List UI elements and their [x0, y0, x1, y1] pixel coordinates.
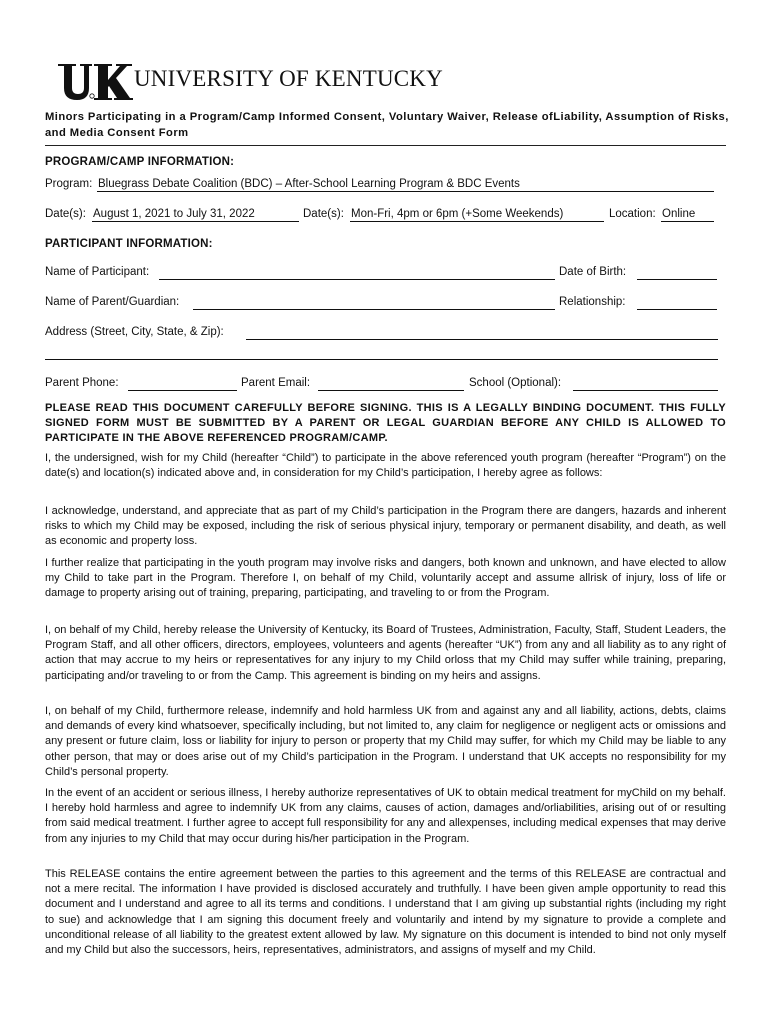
dob-label: Date of Birth: [559, 266, 627, 278]
parent-email-label: Parent Email: [241, 377, 311, 389]
dates-row [45, 208, 721, 224]
participant-name-row [45, 266, 721, 282]
agreement-paragraph-6: In the event of an accident or serious illness, I hereby authorize representatives of UK to obtain medical treatment for myChild on my behalf. I hereby hold harmless and agree to indemnify UK from any claims, causes of action, damages and/orliabilities, arising out of or resulting from said medical treatment. I further agree to accept full responsibility for any and allexpenses, including medical expenses that may derive from any injuries to my Child that may occur during his/her participation in the Program. [45, 787, 726, 845]
times-label: Date(s): [303, 208, 344, 220]
dates-field-line [92, 221, 299, 222]
form-title: Minors Participating in a Program/Camp Informed Consent, Voluntary Waiver, Release ofLiability, Assumption of Risks, and Media Consent Form [45, 111, 729, 139]
participant-name-field[interactable] [159, 279, 555, 280]
uk-logo-mark-icon [56, 58, 134, 102]
legal-notice: PLEASE READ THIS DOCUMENT CAREFULLY BEFORE SIGNING. THIS IS A LEGALLY BINDING DOCUMENT. THIS FULLY SIGNED FORM MUST BE SUBMITTED BY A PARENT OR LEGAL GUARDIAN BEFORE ANY CHILD IS ALLOWED TO PARTICIPATE IN THE ABOVE REFERENCED PROGRAM/CAMP. [45, 402, 726, 444]
title-divider [45, 145, 726, 146]
program-field[interactable]: Bluegrass Debate Coalition (BDC) – After-School Learning Program & BDC Events [98, 178, 520, 190]
agreement-paragraph-5: I, on behalf of my Child, furthermore release, indemnify and hold harmless UK from and against any and all liability, actions, debts, claims and demands of every kind whatsoever, specifically including, but not limited to, any claim for negligence or negligent acts or omissions and any present or future claim, loss or liability for injury to person or property that my Child may suffer, for which my Child may be liable to any other person, that may or does arise out of my Child’s participation in the Program. I understand that UK accepts no responsibility for my Child’s personal property. [45, 705, 726, 778]
program-info-heading: PROGRAM/CAMP INFORMATION: [45, 156, 235, 168]
address-label: Address (Street, City, State, & Zip): [45, 326, 224, 338]
program-row [45, 178, 721, 194]
address-row [45, 326, 721, 342]
location-label: Location: [609, 208, 656, 220]
address-field[interactable] [246, 339, 718, 340]
agreement-paragraph-7: This RELEASE contains the entire agreement between the parties to this agreement and the terms of this RELEASE are contractual and not a mere recital. The information I have provided is disclosed accurately and truthfully. I have been given ample opportunity to read this document and I understand and agree to all its terms and conditions. I understand that I am giving up substantial rights (including my right to sue) and acknowledge that I am signing this document freely and voluntarily and intend by my signature to provide a complete and unconditional release of all liability to the greatest extent allowed by law. My signature on this document is intended to bind not only myself and my Child but also the successors, heirs, representatives, administrators, and assigns of myself and my Child. [45, 868, 726, 957]
location-field-line [661, 221, 714, 222]
parent-phone-field[interactable] [128, 390, 237, 391]
agreement-paragraph-3: I further realize that participating in the youth program may involve risks and dangers, both known and unknown, and have elected to allow my Child to take part in the Program. Therefore I, on behalf of my Child, voluntarily accept and assume allrisk of injury, loss of life or damage to property arising out of training, preparing, participating, and traveling to or from the Program. [45, 557, 726, 600]
university-name: UNIVERSITY OF KENTUCKY [134, 66, 443, 91]
address-row-2 [45, 346, 721, 362]
times-field[interactable]: Mon-Fri, 4pm or 6pm (+Some Weekends) [351, 208, 564, 220]
relationship-field[interactable] [637, 309, 717, 310]
participant-info-heading: PARTICIPANT INFORMATION: [45, 238, 213, 250]
agreement-paragraph-4: I, on behalf of my Child, hereby release the University of Kentucky, its Board of Trustees, Administration, Faculty, Staff, Student Leaders, the Program Staff, and all other officers, directors, employees, volunteers and agents (hereafter “UK”) from any and all liability as to any right of action that may accrue to my heirs or representatives for any injury to my Child orloss that my Child may suffer while training, preparing, participating and/or traveling to or from the Camp. This agreement is binding on my heirs and assigns. [45, 624, 726, 682]
contact-row [45, 377, 721, 393]
address-field-line-2[interactable] [45, 359, 718, 360]
parent-phone-label: Parent Phone: [45, 377, 119, 389]
school-field[interactable] [573, 390, 718, 391]
participant-name-label: Name of Participant: [45, 266, 150, 278]
agreement-paragraph-1: I, the undersigned, wish for my Child (hereafter “Child”) to participate in the above referenced youth program (hereafter “Program”) on the date(s) and location(s) indicated above and, in consideration for my Child’s participation, I hereby agree as follows: [45, 452, 726, 480]
parent-name-field[interactable] [193, 309, 555, 310]
parent-name-label: Name of Parent/Guardian: [45, 296, 180, 308]
relationship-label: Relationship: [559, 296, 626, 308]
dates-label: Date(s): [45, 208, 86, 220]
program-field-line [97, 191, 714, 192]
times-field-line [350, 221, 604, 222]
dob-field[interactable] [637, 279, 717, 280]
parent-email-field[interactable] [318, 390, 464, 391]
dates-field[interactable]: August 1, 2021 to July 31, 2022 [93, 208, 255, 220]
agreement-paragraph-2: I acknowledge, understand, and appreciate that as part of my Child’s participation in the Program there are dangers, hazards and inherent risks to which my Child may be exposed, including the risk of serious physical injury, temporary or permanent disability, and death, as well as economic and property loss. [45, 505, 726, 548]
location-field[interactable]: Online [662, 208, 696, 220]
program-label: Program: [45, 178, 93, 190]
parent-row [45, 296, 721, 312]
school-label: School (Optional): [469, 377, 562, 389]
